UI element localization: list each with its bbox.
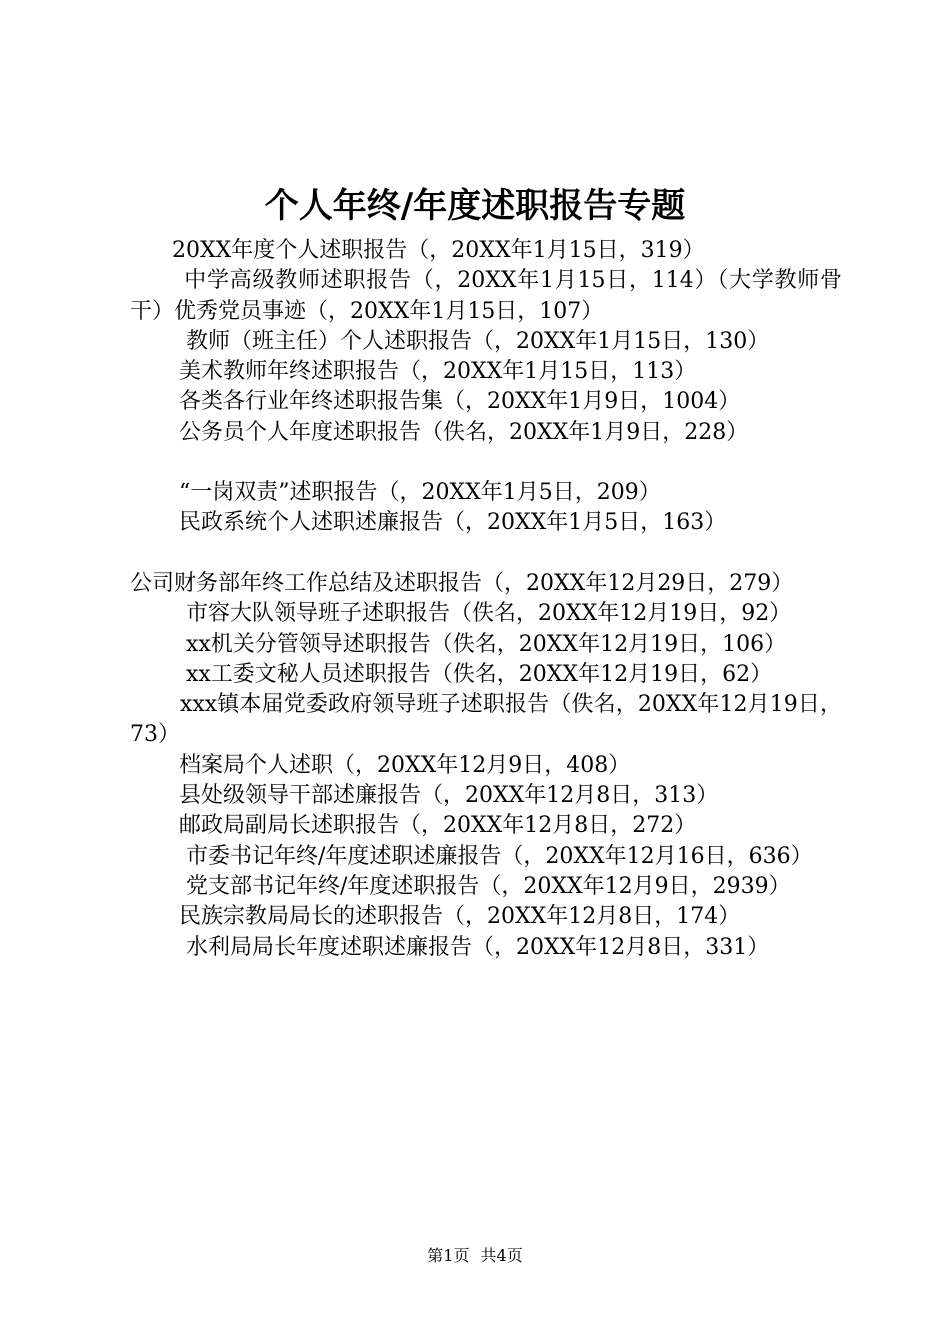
list-item: 教师（班主任）个人述职报告（，20XX年1月15日，130）	[130, 328, 770, 354]
list-item: 县处级领导干部述廉报告（，20XX年12月8日，313）	[130, 783, 719, 809]
list-item: 民族宗教局局长的述职报告（，20XX年12月8日，174）	[130, 904, 741, 930]
list-item: 市容大队领导班子述职报告（佚名，20XX年12月19日，92）	[130, 601, 792, 627]
list-item: 档案局个人述职（，20XX年12月9日，408）	[130, 752, 631, 778]
list-item: xx机关分管领导述职报告（佚名，20XX年12月19日，106）	[130, 631, 787, 657]
list-item: xx工委文秘人员述职报告（佚名，20XX年12月19日，62）	[130, 661, 773, 687]
list-item: xxx镇本届党委政府领导班子述职报告（佚名，20XX年12月19日，73）	[130, 692, 843, 748]
page-number: 第1页	[427, 1246, 470, 1265]
list-item: 中学高级教师述职报告（，20XX年1月15日，114）（大学教师骨干）优秀党员事迹（，20XX年1月15日，107）	[130, 268, 842, 324]
report-list	[130, 236, 842, 963]
list-item: 各类各行业年终述职报告集（，20XX年1月9日，1004）	[130, 389, 741, 415]
list-item: 公务员个人年度述职报告（佚名，20XX年1月9日，228）	[130, 419, 749, 445]
page-total: 共4页	[480, 1246, 523, 1265]
list-item: 20XX年度个人述职报告（，20XX年1月15日，319）	[130, 238, 705, 263]
list-item: 公司财务部年终工作总结及述职报告（，20XX年12月29日，279）	[130, 540, 794, 596]
list-item: “一岗双责”述职报告（，20XX年1月5日，209）	[130, 480, 661, 506]
list-item: 水利局局长年度述职述廉报告（，20XX年12月8日，331）	[130, 934, 770, 960]
list-item: 美术教师年终述职报告（，20XX年1月15日，113）	[130, 359, 697, 385]
list-item: 邮政局副局长述职报告（，20XX年12月8日，272）	[130, 813, 697, 839]
list-item: 党支部书记年终/年度述职报告（，20XX年12月9日，2939）	[130, 873, 791, 899]
list-item: 民政系统个人述职述廉报告（，20XX年1月5日，163）	[130, 510, 727, 536]
document-title: 个人年终/年度述职报告专题	[264, 186, 686, 226]
list-item: 市委书记年终/年度述职述廉报告（，20XX年12月16日，636）	[130, 843, 813, 869]
page-footer	[0, 1244, 950, 1268]
